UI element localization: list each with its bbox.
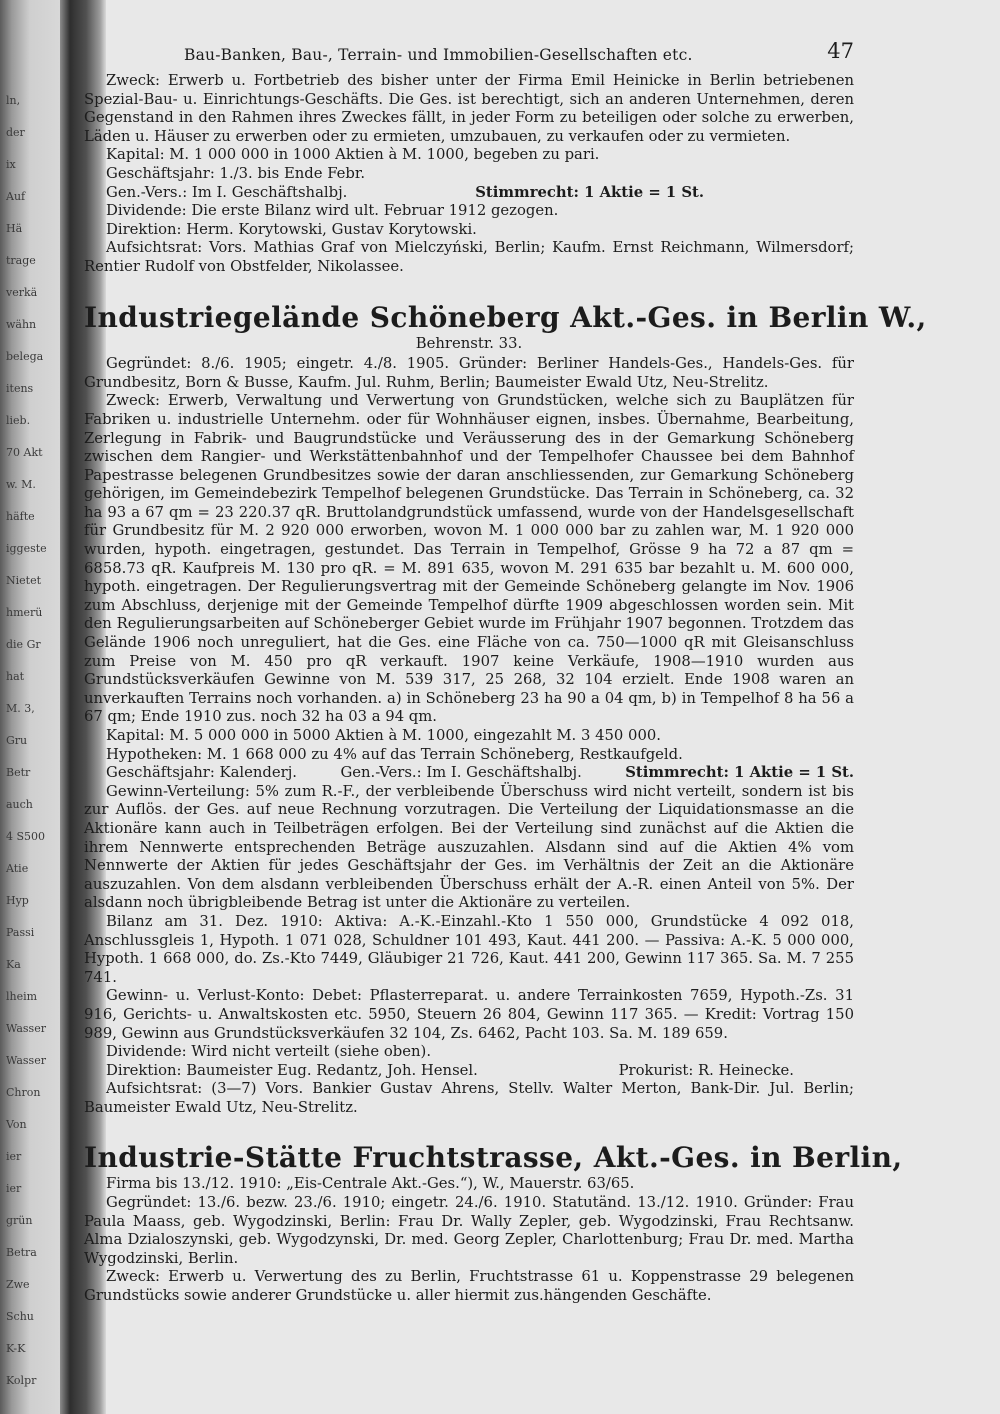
firma-text: Firma bis 13./12. 1910: „Eis-Centrale Akt.-Ges.“), W., Mauerstr. 63/65. [106,1175,635,1193]
running-head [84,38,854,72]
adjacent-page-fragment: hmerü [6,606,43,619]
adjacent-page-fragment: der [6,126,25,139]
direktion-text: Direktion: Baumeister Eug. Redantz, Joh. Hensel. [106,1061,478,1079]
page-number: 47 [827,39,854,63]
page-content [84,38,927,1306]
adjacent-page-fragment: ier [6,1182,22,1195]
stimmrecht-text: Stimmrecht: 1 Aktie = 1 St. [475,183,704,201]
adjacent-page-fragment: ln, [6,94,21,107]
adjacent-page-fragment: itens [6,382,34,395]
entry-industrie-staette [84,1141,903,1305]
adjacent-page-fragment: K-K [6,1342,26,1355]
adjacent-page-fragment: Kolpr [6,1374,37,1387]
adjacent-page-fragment: Von [6,1118,27,1131]
zweck-text: Zweck: Erwerb u. Fortbetrieb des bisher unter der Firma Emil Heinicke in Berlin betriebenen Spezial-Bau- u. Einrichtungs-Geschäfts. Die Ges. ist berechtigt, sich an anderen Unternehmen, deren Gegenstand in den Rahmen ihres Zweckes fällt, in jeder Form zu beteiligen oder solche zu erwerben, Läden u. Häuser zu erwerben oder zu ermieten, umzubauen, zu verkaufen oder zu vermieten. [84,72,854,145]
entry-title: Industrie-Stätte Fruchtstrasse, Akt.-Ges. in Berlin, [84,1141,903,1175]
adjacent-page-fragment: Hä [6,222,23,235]
adjacent-page-fragment: Gru [6,734,28,747]
running-title: Bau-Banken, Bau-, Terrain- und Immobilien-Gesellschaften etc. [184,46,693,64]
adjacent-page-fragment: wähn [6,318,37,331]
guv-text: Gewinn- u. Verlust-Konto: Debet: Pflasterreparat. u. andere Terrainkosten 7659, Hypoth.-Zs. 31 916, Gerichts- u. Anwaltskosten etc. 5950, Steuern 26 804, Gewinn 117 365. — Kredit: Vortrag 150 989, Gewinn aus Grundstücksverkäufen 32 104, Zs. 6462, Pacht 103. Sa. M. 189 659. [84,987,854,1042]
adjacent-page-edge [0,0,60,1414]
adjacent-page-fragment: 70 Akt [6,446,43,459]
adjacent-page-fragment: Nietet [6,574,42,587]
adjacent-page-fragment: lieb. [6,414,31,427]
adjacent-page-fragment: Schu [6,1310,34,1323]
aufsichtsrat-text: Aufsichtsrat: (3—7) Vors. Bankier Gustav Ahrens, Stellv. Walter Merton, Bank-Dir. Jul. Berlin; Baumeister Ewald Utz, Neu-Strelitz. [84,1080,854,1116]
adjacent-page-fragment: M. 3, [6,702,35,715]
prokurist-text: Prokurist: R. Heinecke. [618,1061,794,1079]
adjacent-page-fragment: w. M. [6,478,36,491]
adjacent-page-fragment: trage [6,254,36,267]
adjacent-page-fragment: Betra [6,1246,37,1259]
entry-continuation [84,72,854,277]
geschaeftsjahr-row [84,764,854,783]
kapital-text: Kapital: M. 5 000 000 in 5000 Aktien à M. 1000, eingezahlt M. 3 450 000. [106,727,661,744]
adjacent-page-fragment: Auf [6,190,26,203]
gegruendet-text: Gegründet: 13./6. bezw. 23./6. 1910; eingetr. 24./6. 1910. Statutänd. 13./12. 1910. Gründer: Frau Paula Maass, geb. Wygodzinski, Berlin: Frau Dr. Wally Zepler, geb. Wygodzinski, Frau Rechtsanw. Alma Dzialoszynski, geb. Wygodzynski, Dr. med. Georg Zepler, Charlottenburg; Frau Dr. med. Martha Wygodzinski, Berlin. [84,1194,854,1267]
adjacent-page-fragment: Zwe [6,1278,30,1291]
gen-vers-text: Gen.-Vers.: Im I. Geschäftshalbj. [106,183,348,201]
adjacent-page-fragment: häfte [6,510,35,523]
dividende-text: Dividende: Wird nicht verteilt (siehe oben). [106,1043,432,1061]
adjacent-page-fragment: ier [6,1150,22,1163]
adjacent-page-fragment: hat [6,670,25,683]
zweck-text: Zweck: Erwerb u. Verwertung des zu Berlin, Fruchtstrasse 61 u. Koppenstrasse 29 belegenen Grundstücks sowie anderer Grundstücke u. aller hiermit zus.hängenden Geschäfte. [84,1268,854,1305]
gegruendet-text: Gegründet: 8./6. 1905; eingetr. 4./8. 1905. Gründer: Berliner Handels-Ges., Handels-Ges. für Grundbesitz, Born & Busse, Kaufm. Jul. Ruhm, Berlin; Baumeister Ewald Utz, Neu-Strelitz. [84,355,854,391]
gen-vers-text: Gen.-Vers.: Im I. Geschäftshalbj. [340,764,582,782]
zweck-text: Zweck: Erwerb, Verwaltung und Verwertung von Grundstücken, welche sich zu Bauplätzen für Fabriken u. industrielle Unternehm. oder für Wohnhäuser eignen, insbes. Übernahme, Bearbeitung, Zerlegung in Fabrik- und Baugrundstücke und Veräusserung des in der Gemarkung Schöneberg zwischen dem Rangier- und Werkstättenbahnhof und der Tempelhofer Chaussee bei dem Bahnhof Papestrasse belegenen Grundbesitzes sowie der daran anschliessenden, zur Gemarkung Schöneberg gehörigen, im Gemeindebezirk Tempelhof belegenen Grundstücke. Das Terrain in Schöneberg, ca. 32 ha 93 a 67 qm = 23 220.37 qR. Bruttolandgrundstück umfassend, wurde von der Handelsgesellschaft für Grundbesitz für M. 2 920 000 erworben, wovon M. 1 000 000 bar zu zahlen war, M. 1 920 000 wurden, hypoth. eingetragen, gestundet. Das Terrain in Tempelhof, Grösse 9 ha 72 a 87 qm = 6858.73 qR. Kaufpreis M. 130 pro qR. = M. 891 635, wovon M. 291 635 bar bezahlt u. M. 600 000, hypoth. eingetragen. Der Regulierungsvertrag mit der Gemeinde Schöneberg gelangte im Nov. 1906 zum Abschluss, derjenige mit der Gemeinde Tempelhof dürfte 1909 abgeschlossen worden sein. Mit den Regulierungsarbeiten auf Schöneberger Gebiet wurde im Frühjahr 1907 begonnen. Trotzdem das Gelände 1906 noch unreguliert, hat die Ges. eine Fläche von ca. 750—1000 qR mit Gleisanschluss zum Preise von M. 450 pro qR verkauft. 1907 keine Verkäufe, 1908—1910 wurden aus Grundstücksverkäufen Gewinne von M. 539 317, 25 268, 32 104 erzielt. Ende 1908 waren an unverkauften Terrains noch vorhanden. a) in Schöneberg 23 ha 90 a 04 qm, b) in Tempelhof 8 ha 56 a 67 qm; Ende 1910 zus. noch 32 ha 03 a 94 qm. [84,392,854,726]
aufsichtsrat-text: Aufsichtsrat: Vors. Mathias Graf von Mielczyński, Berlin; Kaufm. Ernst Reichmann, Wilmersdorf; Rentier Rudolf von Obstfelder, Nikolassee. [84,239,854,275]
stimmrecht-text: Stimmrecht: 1 Aktie = 1 St. [625,764,854,782]
adjacent-page-fragment: Wasser [6,1022,46,1035]
adjacent-page-fragment: Wasser [6,1054,46,1067]
direktion-text: Direktion: Herm. Korytowski, Gustav Korytowski. [106,220,477,238]
geschaeftsjahr-text: Geschäftsjahr: Kalenderj. [106,764,298,782]
bilanz-text: Bilanz am 31. Dez. 1910: Aktiva: A.-K.-Einzahl.-Kto 1 550 000, Grundstücke 4 092 018, Anschlussgleis 1, Hypoth. 1 071 028, Schuldner 101 493, Kaut. 441 200. — Passiva: A.-K. 5 000 000, Hypoth. 1 668 000, do. Zs.-Kto 7449, Gläubiger 21 726, Kaut. 441 200, Gewinn 117 365. Sa. M. 7 255 741. [84,912,854,986]
adjacent-page-fragment: verkä [6,286,38,299]
hypotheken-text: Hypotheken: M. 1 668 000 zu 4% auf das Terrain Schöneberg, Restkaufgeld. [106,745,683,763]
adjacent-page-fragment: Hyp [6,894,29,907]
entry-title: Industriegelände Schöneberg Akt.-Ges. in Berlin W., [84,300,927,334]
adjacent-page-fragment: iggeste [6,542,47,555]
entry-address: Behrenstr. 33. [415,334,523,352]
adjacent-page-fragment: grün [6,1214,33,1227]
adjacent-page-fragment: Ka [6,958,21,971]
adjacent-page-fragment: Atie [6,862,29,875]
adjacent-page-fragment: Betr [6,766,31,779]
dividende-text: Dividende: Die erste Bilanz wird ult. Februar 1912 gezogen. [106,202,559,220]
adjacent-page-fragment: Chron [6,1086,41,1099]
adjacent-page-fragment: die Gr [6,638,41,651]
adjacent-page-fragment: Passi [6,926,35,939]
adjacent-page-fragment: auch [6,798,33,811]
geschaeftsjahr-text: Geschäftsjahr: 1./3. bis Ende Febr. [106,164,366,182]
entry-industriegelaende [84,300,927,1118]
adjacent-page-fragment: ix [6,158,16,171]
adjacent-page-fragment: lheim [6,990,38,1003]
adjacent-page-fragment: 4 S500 [6,830,46,843]
direktion-row [84,1062,854,1081]
kapital-text: Kapital: M. 1 000 000 in 1000 Aktien à M. 1000, begeben zu pari. [106,146,600,164]
gewinn-verteilung-text: Gewinn-Verteilung: 5% zum R.-F., der verbleibende Überschuss wird nicht verteilt, sondern ist bis zur Auflös. der Ges. auf neue Rechnung vorzutragen. Die Verteilung der Liquidationsmasse an die Aktionäre kann auch in Teilbeträgen erfolgen. Bei der Verteilung sind zunächst auf die Aktien die ihrem Nennwerte entsprechenden Beträge auszuzahlen. Alsdann sind auf die Aktien 4% vom Nennwerte der Aktien für jedes Geschäftsjahr der Ges. im Verhältnis der Zeit an die Aktionäre auszuzahlen. Von dem alsdann verbleibenden Überschuss erhält der A.-R. einen Anteil von 5%. Der alsdann noch übrigbleibende Betrag ist unter die Aktionäre zu verteilen. [84,782,854,912]
adjacent-page-fragment: belega [6,350,44,363]
gen-vers-row [84,184,854,203]
